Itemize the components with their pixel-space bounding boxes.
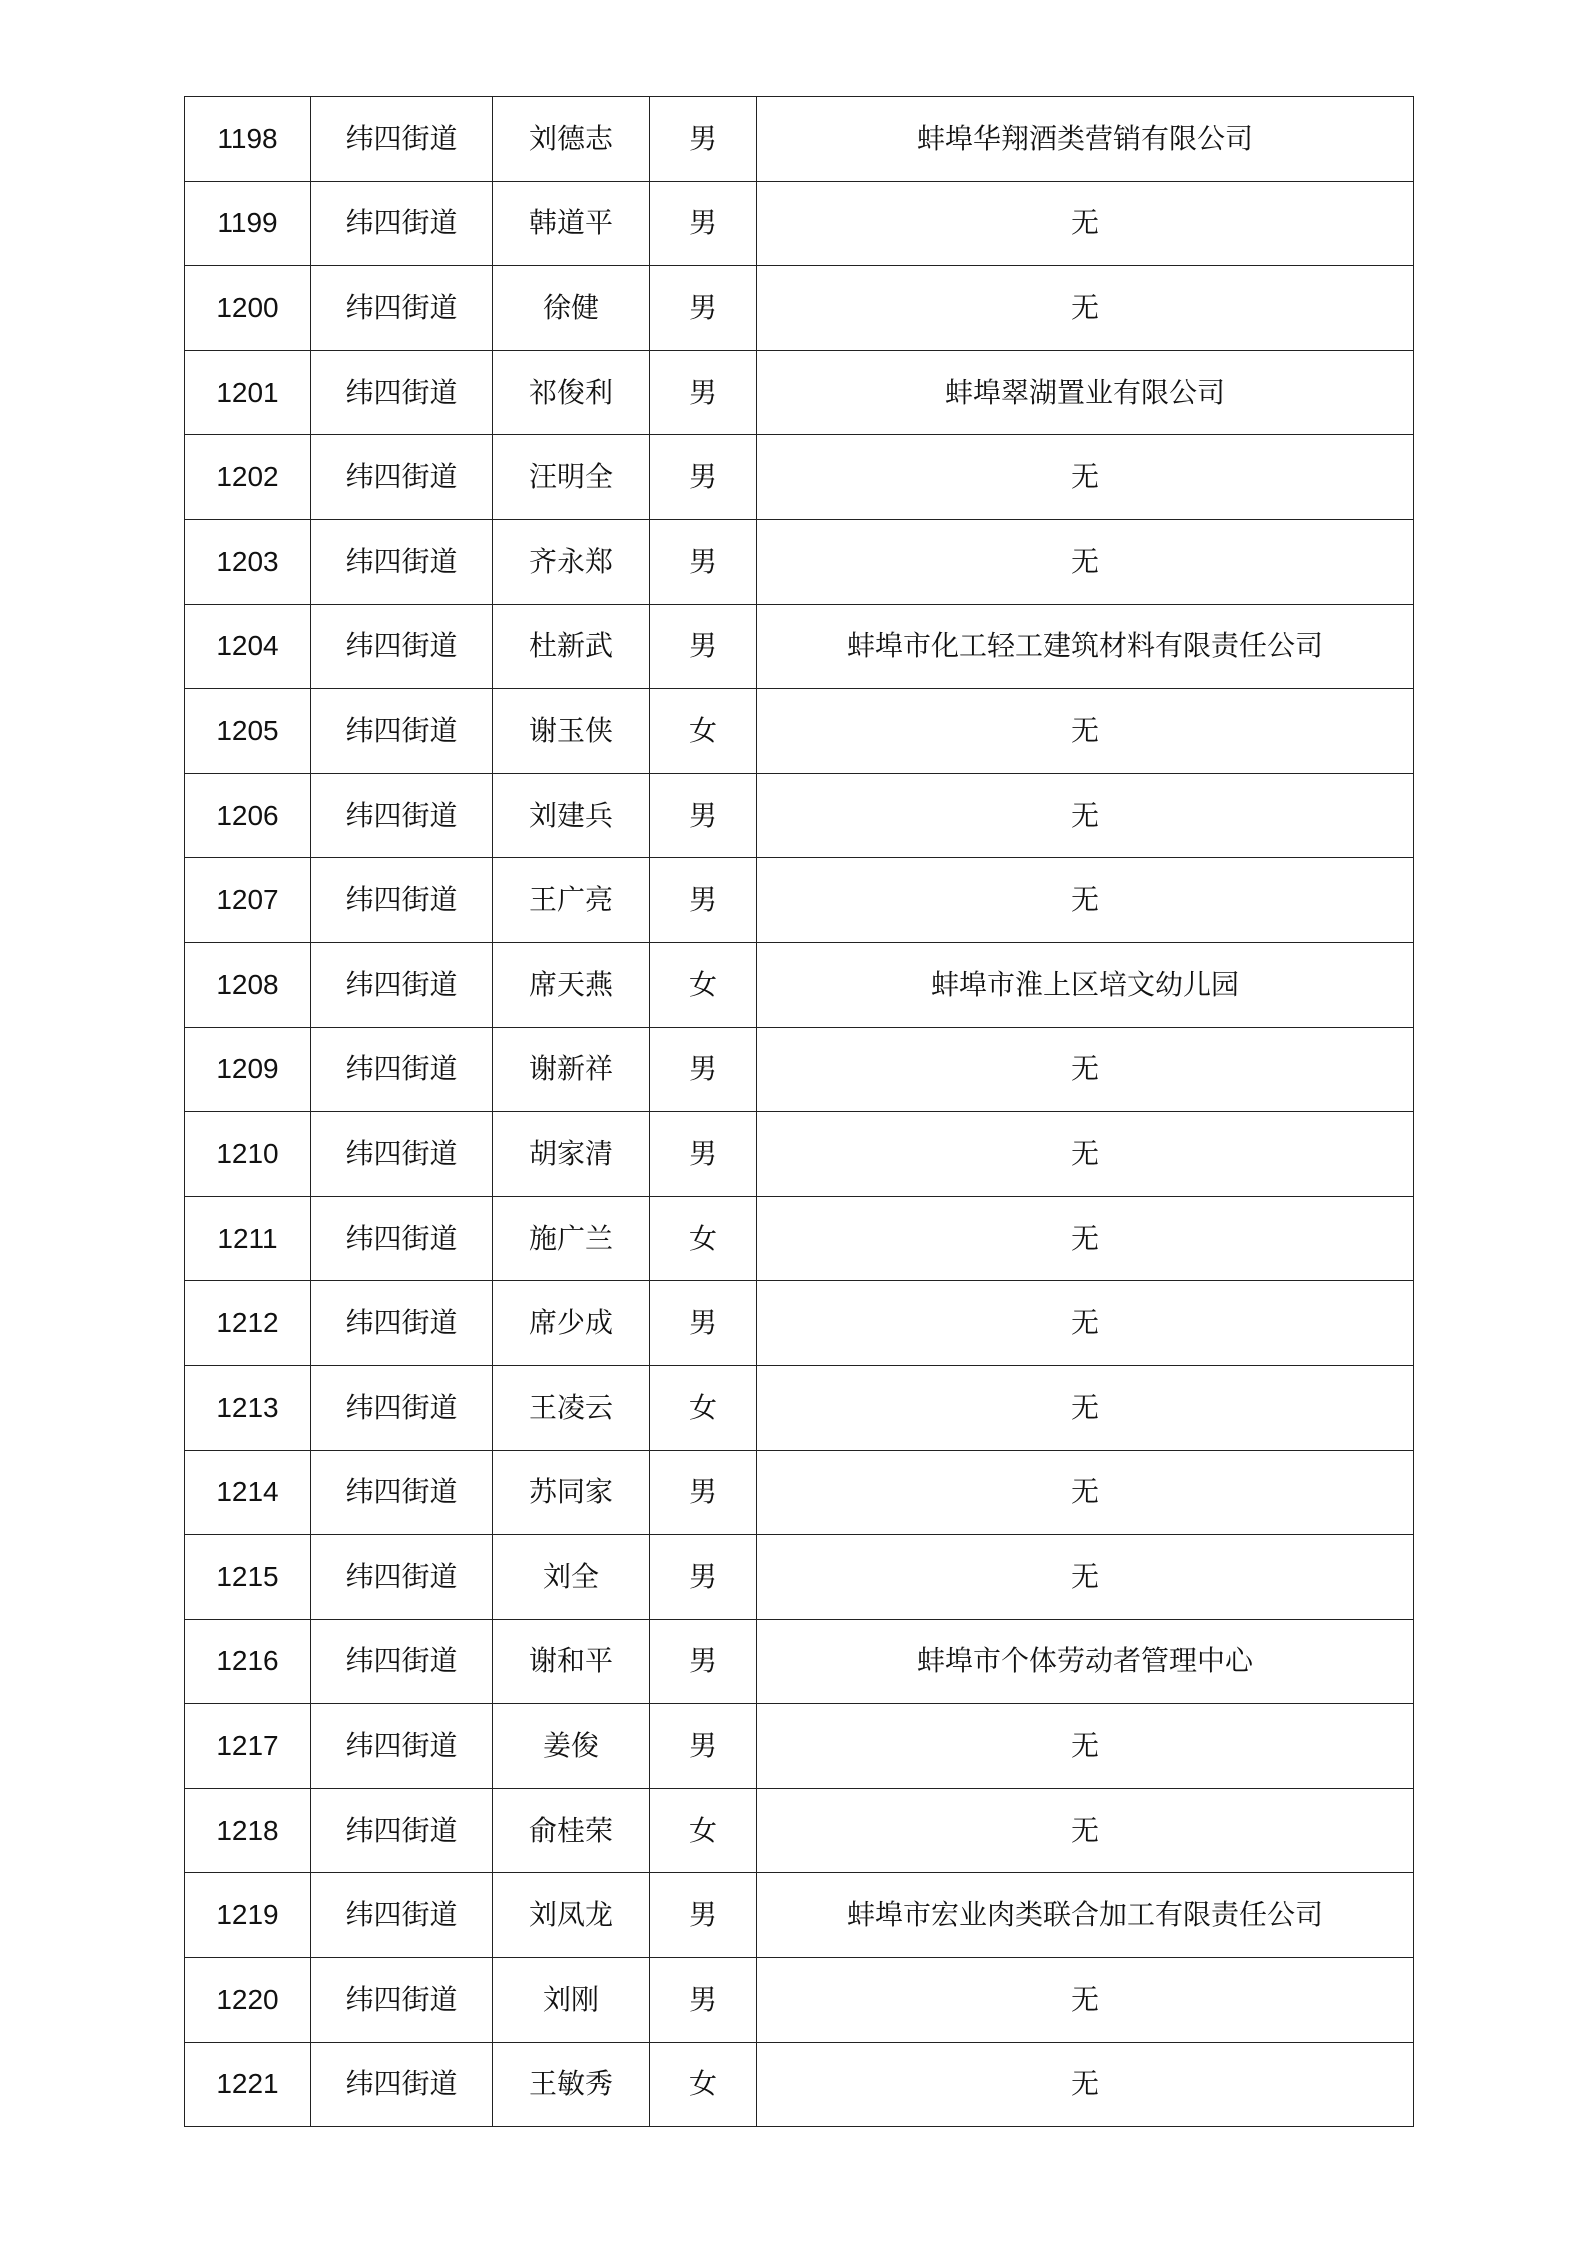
table-row (185, 773, 1414, 858)
street-cell: 纬四街道 (311, 1196, 493, 1281)
street-cell: 纬四街道 (311, 689, 493, 774)
serial-number-cell: 1205 (185, 689, 311, 774)
table-row (185, 2042, 1414, 2127)
street-cell: 纬四街道 (311, 1365, 493, 1450)
organization-cell: 无 (757, 435, 1414, 520)
organization-cell: 无 (757, 1027, 1414, 1112)
gender-cell: 男 (650, 519, 757, 604)
table-row (185, 181, 1414, 266)
serial-number-cell: 1221 (185, 2042, 311, 2127)
serial-number-cell: 1213 (185, 1365, 311, 1450)
organization-cell: 无 (757, 1535, 1414, 1620)
serial-number-cell: 1219 (185, 1873, 311, 1958)
gender-cell: 男 (650, 1112, 757, 1197)
serial-number-cell: 1207 (185, 858, 311, 943)
gender-cell: 男 (650, 266, 757, 351)
serial-number-cell: 1206 (185, 773, 311, 858)
name-cell: 徐健 (493, 266, 650, 351)
gender-cell: 男 (650, 181, 757, 266)
organization-cell: 无 (757, 519, 1414, 604)
name-cell: 王广亮 (493, 858, 650, 943)
name-cell: 祁俊利 (493, 350, 650, 435)
street-cell: 纬四街道 (311, 1788, 493, 1873)
gender-cell: 男 (650, 604, 757, 689)
name-cell: 俞桂荣 (493, 1788, 650, 1873)
gender-cell: 女 (650, 2042, 757, 2127)
table-row (185, 1619, 1414, 1704)
table-row (185, 266, 1414, 351)
gender-cell: 女 (650, 942, 757, 1027)
organization-cell: 无 (757, 1704, 1414, 1789)
table-row (185, 435, 1414, 520)
street-cell: 纬四街道 (311, 2042, 493, 2127)
gender-cell: 男 (650, 350, 757, 435)
roster-table-body (185, 97, 1414, 2127)
table-row (185, 519, 1414, 604)
name-cell: 施广兰 (493, 1196, 650, 1281)
table-row (185, 858, 1414, 943)
table-row (185, 1027, 1414, 1112)
serial-number-cell: 1198 (185, 97, 311, 182)
name-cell: 王敏秀 (493, 2042, 650, 2127)
organization-cell: 蚌埠华翔酒类营销有限公司 (757, 97, 1414, 182)
street-cell: 纬四街道 (311, 773, 493, 858)
serial-number-cell: 1214 (185, 1450, 311, 1535)
organization-cell: 无 (757, 1788, 1414, 1873)
organization-cell: 蚌埠市个体劳动者管理中心 (757, 1619, 1414, 1704)
name-cell: 刘德志 (493, 97, 650, 182)
table-row (185, 1873, 1414, 1958)
organization-cell: 无 (757, 689, 1414, 774)
gender-cell: 女 (650, 1788, 757, 1873)
gender-cell: 女 (650, 689, 757, 774)
table-row (185, 97, 1414, 182)
street-cell: 纬四街道 (311, 435, 493, 520)
name-cell: 谢和平 (493, 1619, 650, 1704)
organization-cell: 无 (757, 1365, 1414, 1450)
gender-cell: 男 (650, 1535, 757, 1620)
organization-cell: 蚌埠翠湖置业有限公司 (757, 350, 1414, 435)
serial-number-cell: 1200 (185, 266, 311, 351)
table-row (185, 1112, 1414, 1197)
organization-cell: 蚌埠市宏业肉类联合加工有限责任公司 (757, 1873, 1414, 1958)
gender-cell: 男 (650, 773, 757, 858)
street-cell: 纬四街道 (311, 1535, 493, 1620)
organization-cell: 无 (757, 1112, 1414, 1197)
table-row (185, 942, 1414, 1027)
serial-number-cell: 1220 (185, 1958, 311, 2043)
table-row (185, 350, 1414, 435)
name-cell: 席少成 (493, 1281, 650, 1366)
serial-number-cell: 1217 (185, 1704, 311, 1789)
serial-number-cell: 1208 (185, 942, 311, 1027)
street-cell: 纬四街道 (311, 181, 493, 266)
roster-table (184, 96, 1414, 2127)
name-cell: 汪明全 (493, 435, 650, 520)
organization-cell: 无 (757, 773, 1414, 858)
gender-cell: 女 (650, 1365, 757, 1450)
street-cell: 纬四街道 (311, 1704, 493, 1789)
gender-cell: 男 (650, 1704, 757, 1789)
serial-number-cell: 1203 (185, 519, 311, 604)
street-cell: 纬四街道 (311, 1619, 493, 1704)
table-row (185, 1535, 1414, 1620)
table-row (185, 1196, 1414, 1281)
name-cell: 席天燕 (493, 942, 650, 1027)
name-cell: 刘凤龙 (493, 1873, 650, 1958)
gender-cell: 男 (650, 1958, 757, 2043)
serial-number-cell: 1216 (185, 1619, 311, 1704)
name-cell: 胡家清 (493, 1112, 650, 1197)
street-cell: 纬四街道 (311, 604, 493, 689)
organization-cell: 蚌埠市化工轻工建筑材料有限责任公司 (757, 604, 1414, 689)
table-row (185, 1704, 1414, 1789)
organization-cell: 无 (757, 1281, 1414, 1366)
serial-number-cell: 1211 (185, 1196, 311, 1281)
name-cell: 苏同家 (493, 1450, 650, 1535)
gender-cell: 女 (650, 1196, 757, 1281)
table-row (185, 1281, 1414, 1366)
table-row (185, 1788, 1414, 1873)
serial-number-cell: 1209 (185, 1027, 311, 1112)
name-cell: 刘全 (493, 1535, 650, 1620)
organization-cell: 无 (757, 2042, 1414, 2127)
table-row (185, 1365, 1414, 1450)
serial-number-cell: 1199 (185, 181, 311, 266)
serial-number-cell: 1210 (185, 1112, 311, 1197)
serial-number-cell: 1212 (185, 1281, 311, 1366)
street-cell: 纬四街道 (311, 1873, 493, 1958)
gender-cell: 男 (650, 1619, 757, 1704)
table-row (185, 1450, 1414, 1535)
serial-number-cell: 1204 (185, 604, 311, 689)
organization-cell: 无 (757, 858, 1414, 943)
organization-cell: 蚌埠市淮上区培文幼儿园 (757, 942, 1414, 1027)
street-cell: 纬四街道 (311, 519, 493, 604)
name-cell: 齐永郑 (493, 519, 650, 604)
serial-number-cell: 1215 (185, 1535, 311, 1620)
street-cell: 纬四街道 (311, 1958, 493, 2043)
table-row (185, 1958, 1414, 2043)
street-cell: 纬四街道 (311, 1450, 493, 1535)
name-cell: 韩道平 (493, 181, 650, 266)
name-cell: 刘刚 (493, 1958, 650, 2043)
street-cell: 纬四街道 (311, 1112, 493, 1197)
street-cell: 纬四街道 (311, 942, 493, 1027)
name-cell: 谢新祥 (493, 1027, 650, 1112)
street-cell: 纬四街道 (311, 266, 493, 351)
name-cell: 谢玉侠 (493, 689, 650, 774)
organization-cell: 无 (757, 1958, 1414, 2043)
serial-number-cell: 1201 (185, 350, 311, 435)
organization-cell: 无 (757, 181, 1414, 266)
name-cell: 王凌云 (493, 1365, 650, 1450)
serial-number-cell: 1202 (185, 435, 311, 520)
serial-number-cell: 1218 (185, 1788, 311, 1873)
gender-cell: 男 (650, 858, 757, 943)
organization-cell: 无 (757, 1196, 1414, 1281)
organization-cell: 无 (757, 1450, 1414, 1535)
table-row (185, 689, 1414, 774)
street-cell: 纬四街道 (311, 1281, 493, 1366)
gender-cell: 男 (650, 1027, 757, 1112)
street-cell: 纬四街道 (311, 1027, 493, 1112)
table-row (185, 604, 1414, 689)
name-cell: 杜新武 (493, 604, 650, 689)
street-cell: 纬四街道 (311, 97, 493, 182)
gender-cell: 男 (650, 1281, 757, 1366)
name-cell: 姜俊 (493, 1704, 650, 1789)
street-cell: 纬四街道 (311, 858, 493, 943)
gender-cell: 男 (650, 1450, 757, 1535)
gender-cell: 男 (650, 97, 757, 182)
gender-cell: 男 (650, 435, 757, 520)
name-cell: 刘建兵 (493, 773, 650, 858)
street-cell: 纬四街道 (311, 350, 493, 435)
organization-cell: 无 (757, 266, 1414, 351)
gender-cell: 男 (650, 1873, 757, 1958)
